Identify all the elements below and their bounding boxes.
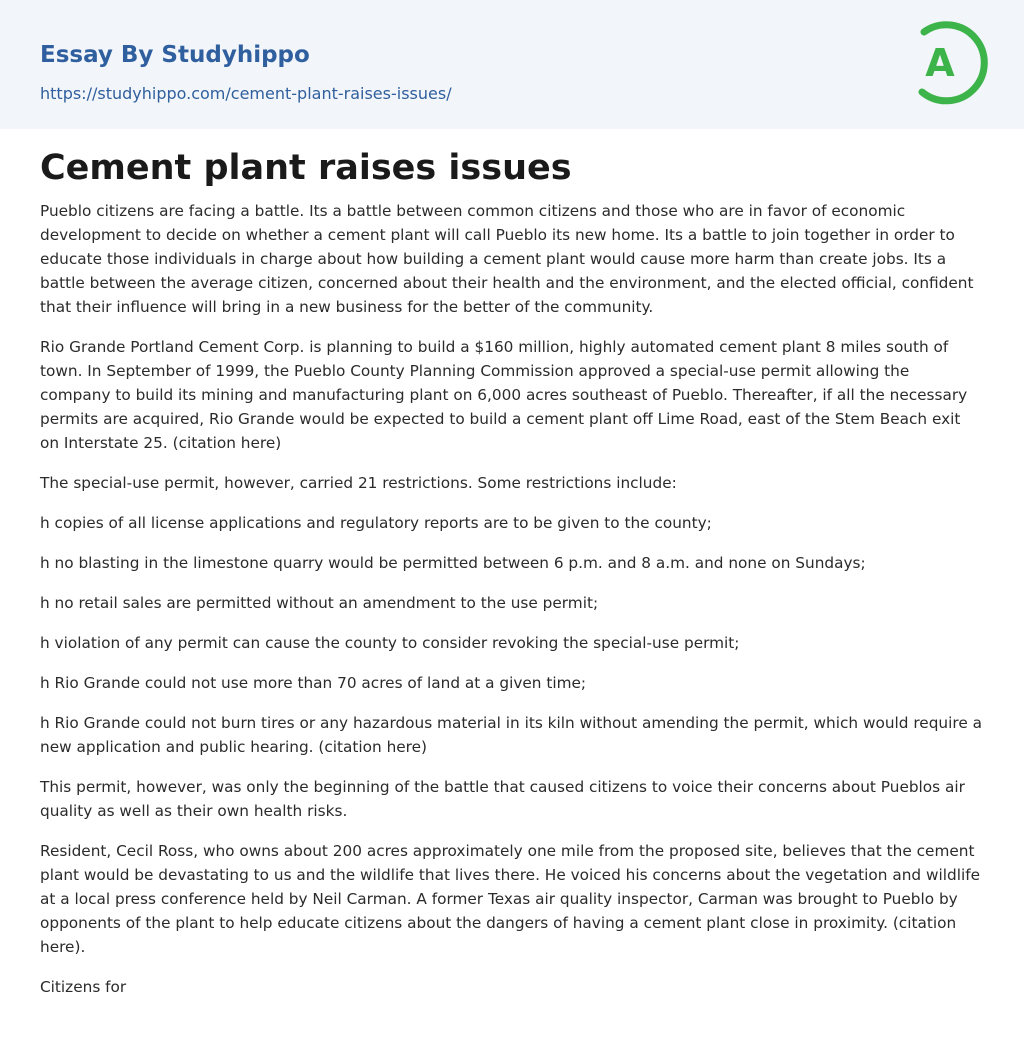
site-header [0,0,1024,129]
essay-url-link[interactable]: https://studyhippo.com/cement-plant-raises-issues/ [40,84,452,103]
essay-paragraph: This permit, however, was only the beginning of the battle that caused citizens to voice their concerns about Pueblos air quality as well as their own health risks. [40,778,965,820]
restriction-item: h copies of all license applications and regulatory reports are to be given to the county; [40,514,712,532]
site-brand[interactable]: Essay By Studyhippo [40,42,310,68]
restriction-item: h Rio Grande could not burn tires or any hazardous material in its kiln without amending the permit, which would require a new application and public hearing. (citation here) [40,714,982,756]
restriction-item: h no blasting in the limestone quarry would be permitted between 6 p.m. and 8 a.m. and none on Sundays; [40,554,866,572]
logo-a-icon [912,18,988,106]
essay-paragraph: Pueblo citizens are facing a battle. Its a battle between common citizens and those who are in favor of economic development to decide on whether a cement plant will call Pueblo its new home. Its a battle to join together in order to educate those individuals in charge about how building a cement plant would cause more harm than create jobs. Its a battle between the average citizen, concerned about their health and the environment, and the elected official, confident that their influence will bring in a new business for the better of the community. [40,202,974,316]
essay-content [0,129,1024,999]
essay-title: Cement plant raises issues [40,148,572,188]
restriction-item: h Rio Grande could not use more than 70 acres of land at a given time; [40,674,587,692]
essay-paragraph: Citizens for [40,978,127,996]
restriction-item: h no retail sales are permitted without an amendment to the use permit; [40,594,599,612]
restriction-item: h violation of any permit can cause the county to consider revoking the special-use permit; [40,634,740,652]
studyhippo-logo[interactable] [912,18,988,106]
svg-text:A: A [925,41,955,85]
essay-paragraph: Rio Grande Portland Cement Corp. is planning to build a $160 million, highly automated cement plant 8 miles south of town. In September of 1999, the Pueblo County Planning Commission approved a special-use permit allowing the company to build its mining and manufacturing plant on 6,000 acres southeast of Pueblo. Thereafter, if all the necessary permits are acquired, Rio Grande would be expected to build a cement plant off Lime Road, east of the Stem Beach exit on Interstate 25. (citation here) [40,338,968,452]
essay-paragraph: The special-use permit, however, carried 21 restrictions. Some restrictions include: [40,474,677,492]
essay-paragraph: Resident, Cecil Ross, who owns about 200 acres approximately one mile from the proposed site, believes that the cement plant would be devastating to us and the wildlife that lives there. He voiced his concerns about the vegetation and wildlife at a local press conference held by Neil Carman. A former Texas air quality inspector, Carman was brought to Pueblo by opponents of the plant to help educate citizens about the dangers of having a cement plant close in proximity. (citation here). [40,842,980,956]
